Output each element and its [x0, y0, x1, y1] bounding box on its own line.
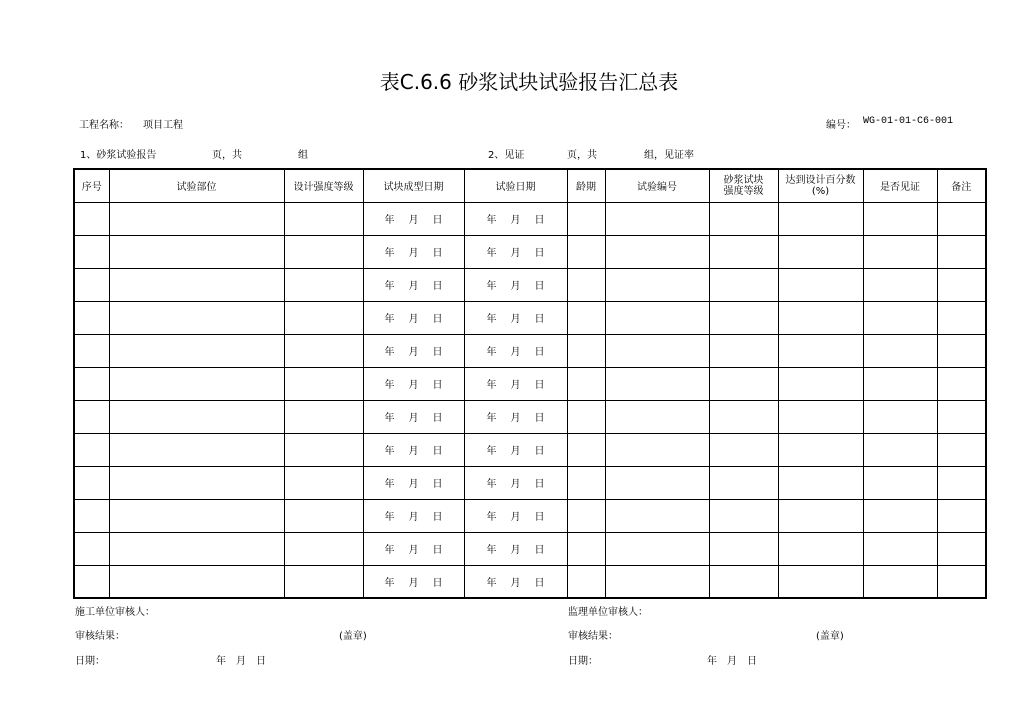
- date-placeholder: [465, 442, 567, 457]
- date-day: 日: [432, 248, 443, 259]
- date-year: 年: [486, 413, 497, 424]
- cell-test-number[interactable]: [605, 532, 709, 565]
- col-design-grade: 设计强度等级: [284, 169, 363, 202]
- col-design-percent: [778, 169, 863, 202]
- date-day: 日: [534, 215, 545, 226]
- date-month: 月: [408, 380, 419, 391]
- date-day: 日: [534, 577, 545, 589]
- cell-test-number[interactable]: [605, 433, 709, 466]
- cell-test-date[interactable]: [464, 367, 567, 400]
- date-day: 日: [432, 380, 443, 391]
- cell-age[interactable]: [567, 268, 605, 301]
- cell-test-part[interactable]: [109, 268, 284, 301]
- table-row: [74, 499, 986, 532]
- cell-test-number[interactable]: [605, 268, 709, 301]
- date-month: 月: [510, 413, 521, 424]
- date-placeholder: [465, 574, 567, 589]
- date-placeholder: [364, 541, 464, 556]
- date-day: 日: [534, 281, 545, 292]
- cell-witnessed[interactable]: [863, 334, 937, 367]
- cell-mortar-grade[interactable]: [709, 367, 778, 400]
- date-month: 月: [510, 380, 521, 391]
- cell-seq[interactable]: [74, 268, 109, 301]
- date-year: 年: [486, 479, 497, 490]
- date-placeholder: [364, 211, 464, 226]
- date-placeholder: [465, 376, 567, 391]
- date-month: 月: [408, 577, 419, 589]
- cell-mortar-grade[interactable]: [709, 565, 778, 598]
- cell-test-number[interactable]: [605, 466, 709, 499]
- cell-witnessed[interactable]: [863, 268, 937, 301]
- cell-mortar-grade[interactable]: [709, 466, 778, 499]
- cell-seq[interactable]: [74, 532, 109, 565]
- groups-label: 组: [298, 150, 308, 161]
- cell-age[interactable]: [567, 235, 605, 268]
- cell-witnessed[interactable]: [863, 202, 937, 235]
- cell-mortar-grade[interactable]: [709, 433, 778, 466]
- cell-mortar-grade[interactable]: [709, 268, 778, 301]
- col-design-percent-line2: (%): [811, 185, 830, 197]
- cell-design-grade[interactable]: [284, 400, 363, 433]
- date-month: 月: [408, 248, 419, 259]
- cell-mortar-grade[interactable]: [709, 235, 778, 268]
- cell-remark[interactable]: [937, 235, 986, 268]
- date-day: 日: [534, 347, 545, 358]
- date-month: 月: [510, 215, 521, 226]
- table-row: [74, 367, 986, 400]
- cell-mortar-grade[interactable]: [709, 202, 778, 235]
- cell-cast-date[interactable]: [363, 235, 464, 268]
- cell-cast-date[interactable]: [363, 268, 464, 301]
- cell-test-number[interactable]: [605, 400, 709, 433]
- date-month: 月: [510, 281, 521, 292]
- date-placeholder: [364, 277, 464, 292]
- cell-seq[interactable]: [74, 499, 109, 532]
- cell-age[interactable]: [567, 565, 605, 598]
- cell-test-number[interactable]: [605, 202, 709, 235]
- date-year: 年: [486, 314, 497, 325]
- date-year: 年: [486, 281, 497, 292]
- cell-mortar-grade[interactable]: [709, 532, 778, 565]
- cell-design-grade[interactable]: [284, 202, 363, 235]
- cell-design-grade[interactable]: [284, 565, 363, 598]
- table-row: [74, 400, 986, 433]
- cell-seq[interactable]: [74, 433, 109, 466]
- table-row: [74, 202, 986, 235]
- col-mortar-grade: [709, 169, 778, 202]
- cell-remark[interactable]: [937, 532, 986, 565]
- date-day: 日: [432, 314, 443, 325]
- cell-seq[interactable]: [74, 334, 109, 367]
- cell-design-percent[interactable]: [778, 367, 863, 400]
- table-row: [74, 334, 986, 367]
- pages-label: 页，共: [212, 150, 242, 161]
- cell-mortar-grade[interactable]: [709, 301, 778, 334]
- cell-test-part[interactable]: [109, 532, 284, 565]
- form-code-value: WG-01-01-C6-001: [863, 116, 954, 127]
- contractor-date-label: 日期：: [75, 656, 105, 667]
- date-placeholder: [465, 475, 567, 490]
- date-day: 日: [534, 545, 545, 556]
- date-day: 日: [534, 479, 545, 490]
- date-month: 月: [510, 512, 521, 523]
- col-seq: 序号: [74, 169, 109, 202]
- cell-age[interactable]: [567, 400, 605, 433]
- date-year: 年: [384, 479, 395, 490]
- col-remark: 备注: [937, 169, 986, 202]
- date-placeholder: [364, 475, 464, 490]
- cell-cast-date[interactable]: [363, 301, 464, 334]
- cell-test-number[interactable]: [605, 301, 709, 334]
- col-test-part: 试验部位: [109, 169, 284, 202]
- cell-seq[interactable]: [74, 301, 109, 334]
- date-placeholder: [364, 442, 464, 457]
- cell-cast-date[interactable]: [363, 433, 464, 466]
- cell-witnessed[interactable]: [863, 565, 937, 598]
- cell-age[interactable]: [567, 532, 605, 565]
- date-day: 日: [534, 413, 545, 424]
- cell-seq[interactable]: [74, 235, 109, 268]
- cell-witnessed[interactable]: [863, 532, 937, 565]
- cell-test-part[interactable]: [109, 301, 284, 334]
- table-row: [74, 433, 986, 466]
- date-placeholder: [465, 508, 567, 523]
- cell-design-percent[interactable]: [778, 532, 863, 565]
- date-month: 月: [510, 577, 521, 589]
- cell-design-percent[interactable]: [778, 565, 863, 598]
- date-year: 年: [486, 446, 497, 457]
- cell-design-grade[interactable]: [284, 235, 363, 268]
- contractor-seal: (盖章): [339, 631, 367, 642]
- col-test-number: 试验编号: [605, 169, 709, 202]
- date-year: 年: [486, 577, 497, 589]
- cell-remark[interactable]: [937, 334, 986, 367]
- cell-remark[interactable]: [937, 268, 986, 301]
- cell-age[interactable]: [567, 466, 605, 499]
- cell-test-date[interactable]: [464, 433, 567, 466]
- date-year: 年: [384, 446, 395, 457]
- cell-design-percent[interactable]: [778, 433, 863, 466]
- cell-age[interactable]: [567, 334, 605, 367]
- cell-test-date[interactable]: [464, 565, 567, 598]
- cell-test-part[interactable]: [109, 334, 284, 367]
- date-day: 日: [432, 215, 443, 226]
- date-month: 月: [510, 314, 521, 325]
- cell-test-date[interactable]: [464, 334, 567, 367]
- cell-test-number[interactable]: [605, 235, 709, 268]
- cell-design-percent[interactable]: [778, 268, 863, 301]
- date-year: 年: [384, 215, 395, 226]
- date-day: 日: [534, 512, 545, 523]
- col-age: 龄期: [567, 169, 605, 202]
- col-mortar-grade-line1: 砂浆试块: [723, 174, 764, 186]
- date-year: 年: [384, 347, 395, 358]
- date-day: 日: [534, 248, 545, 259]
- date-year: 年: [384, 512, 395, 523]
- cell-cast-date[interactable]: [363, 532, 464, 565]
- date-day: 日: [432, 413, 443, 424]
- cell-test-date[interactable]: [464, 499, 567, 532]
- col-cast-date: 试块成型日期: [363, 169, 464, 202]
- cell-test-date[interactable]: [464, 301, 567, 334]
- date-year: 年: [486, 380, 497, 391]
- contractor-date: 年 月 日: [216, 656, 266, 667]
- project-name-value: 项目工程: [143, 120, 183, 131]
- date-year: 年: [486, 512, 497, 523]
- date-placeholder: [465, 310, 567, 325]
- supervisor-seal: (盖章): [816, 631, 844, 642]
- table-row: [74, 301, 986, 334]
- date-month: 月: [408, 314, 419, 325]
- cell-age[interactable]: [567, 499, 605, 532]
- cell-mortar-grade[interactable]: [709, 334, 778, 367]
- cell-seq[interactable]: [74, 565, 109, 598]
- supervisor-result-label: 审核结果：: [568, 631, 618, 642]
- supervisor-date: 年 月 日: [707, 656, 757, 667]
- date-month: 月: [408, 512, 419, 523]
- date-month: 月: [408, 281, 419, 292]
- date-month: 月: [510, 545, 521, 556]
- cell-test-date[interactable]: [464, 532, 567, 565]
- cell-mortar-grade[interactable]: [709, 499, 778, 532]
- date-month: 月: [510, 347, 521, 358]
- date-placeholder: [364, 574, 464, 589]
- date-year: 年: [384, 248, 395, 259]
- cell-design-grade[interactable]: [284, 532, 363, 565]
- cell-age[interactable]: [567, 367, 605, 400]
- cell-remark[interactable]: [937, 301, 986, 334]
- date-month: 月: [408, 347, 419, 358]
- cell-seq[interactable]: [74, 367, 109, 400]
- date-month: 月: [408, 446, 419, 457]
- cell-cast-date[interactable]: [363, 400, 464, 433]
- date-day: 日: [534, 380, 545, 391]
- date-year: 年: [384, 281, 395, 292]
- cell-design-grade[interactable]: [284, 466, 363, 499]
- date-placeholder: [364, 376, 464, 391]
- table-row: [74, 466, 986, 499]
- date-month: 月: [408, 413, 419, 424]
- cell-design-percent[interactable]: [778, 334, 863, 367]
- cell-test-date[interactable]: [464, 202, 567, 235]
- cell-test-date[interactable]: [464, 466, 567, 499]
- cell-mortar-grade[interactable]: [709, 400, 778, 433]
- cell-cast-date[interactable]: [363, 202, 464, 235]
- cell-cast-date[interactable]: [363, 565, 464, 598]
- date-year: 年: [384, 314, 395, 325]
- cell-seq[interactable]: [74, 400, 109, 433]
- cell-design-percent[interactable]: [778, 202, 863, 235]
- cell-test-number[interactable]: [605, 565, 709, 598]
- date-placeholder: [465, 211, 567, 226]
- cell-remark[interactable]: [937, 433, 986, 466]
- cell-test-date[interactable]: [464, 235, 567, 268]
- date-month: 月: [510, 479, 521, 490]
- cell-cast-date[interactable]: [363, 367, 464, 400]
- contractor-result-label: 审核结果：: [75, 631, 125, 642]
- date-year: 年: [486, 545, 497, 556]
- table-row: [74, 235, 986, 268]
- date-year: 年: [384, 380, 395, 391]
- cell-remark[interactable]: [937, 466, 986, 499]
- date-day: 日: [432, 479, 443, 490]
- cell-design-percent[interactable]: [778, 499, 863, 532]
- form-code-label: 编号：: [826, 120, 856, 131]
- cell-test-part[interactable]: [109, 433, 284, 466]
- project-name-label: 工程名称：: [79, 120, 129, 131]
- date-month: 月: [408, 479, 419, 490]
- date-placeholder: [465, 409, 567, 424]
- date-year: 年: [384, 413, 395, 424]
- cell-design-percent[interactable]: [778, 400, 863, 433]
- date-placeholder: [364, 310, 464, 325]
- date-day: 日: [432, 512, 443, 523]
- cell-test-number[interactable]: [605, 334, 709, 367]
- page-title: 表C.6.6 砂浆试块试验报告汇总表: [379, 70, 679, 94]
- date-placeholder: [465, 244, 567, 259]
- date-year: 年: [384, 577, 395, 589]
- col-test-date: 试验日期: [464, 169, 567, 202]
- date-day: 日: [432, 446, 443, 457]
- cell-design-grade[interactable]: [284, 334, 363, 367]
- date-placeholder: [465, 277, 567, 292]
- date-day: 日: [432, 545, 443, 556]
- col-witnessed: 是否见证: [863, 169, 937, 202]
- date-day: 日: [432, 577, 443, 589]
- cell-cast-date[interactable]: [363, 466, 464, 499]
- cell-design-grade[interactable]: [284, 433, 363, 466]
- date-year: 年: [486, 248, 497, 259]
- contractor-reviewer-label: 施工单位审核人：: [75, 607, 155, 618]
- date-year: 年: [486, 215, 497, 226]
- cell-test-part[interactable]: [109, 565, 284, 598]
- table-row: [74, 532, 986, 565]
- col-mortar-grade-line2: 强度等级: [723, 185, 764, 197]
- table-header-row: [74, 169, 986, 202]
- cell-test-part[interactable]: [109, 235, 284, 268]
- date-day: 日: [534, 446, 545, 457]
- witness-rate-label: 组，见证率: [644, 150, 694, 161]
- cell-design-grade[interactable]: [284, 268, 363, 301]
- witness-pages-label: 页，共: [567, 150, 597, 161]
- cell-witnessed[interactable]: [863, 499, 937, 532]
- date-placeholder: [364, 409, 464, 424]
- cell-cast-date[interactable]: [363, 334, 464, 367]
- summary-table: [73, 168, 987, 599]
- cell-test-part[interactable]: [109, 202, 284, 235]
- cell-remark[interactable]: [937, 565, 986, 598]
- date-placeholder: [465, 343, 567, 358]
- date-day: 日: [432, 281, 443, 292]
- witness-count-label: 2、见证: [488, 150, 525, 161]
- cell-witnessed[interactable]: [863, 235, 937, 268]
- date-month: 月: [510, 248, 521, 259]
- date-year: 年: [486, 347, 497, 358]
- cell-seq[interactable]: [74, 466, 109, 499]
- supervisor-reviewer-label: 监理单位审核人：: [568, 607, 648, 618]
- cell-remark[interactable]: [937, 202, 986, 235]
- cell-cast-date[interactable]: [363, 499, 464, 532]
- cell-witnessed[interactable]: [863, 301, 937, 334]
- cell-remark[interactable]: [937, 400, 986, 433]
- cell-test-part[interactable]: [109, 400, 284, 433]
- cell-design-grade[interactable]: [284, 367, 363, 400]
- date-month: 月: [408, 215, 419, 226]
- cell-test-part[interactable]: [109, 499, 284, 532]
- cell-design-percent[interactable]: [778, 466, 863, 499]
- cell-test-number[interactable]: [605, 367, 709, 400]
- cell-remark[interactable]: [937, 499, 986, 532]
- cell-age[interactable]: [567, 301, 605, 334]
- date-day: 日: [432, 347, 443, 358]
- date-year: 年: [384, 545, 395, 556]
- cell-witnessed[interactable]: [863, 367, 937, 400]
- cell-remark[interactable]: [937, 367, 986, 400]
- date-month: 月: [408, 545, 419, 556]
- cell-test-date[interactable]: [464, 400, 567, 433]
- mortar-report-count-label: 1、砂浆试验报告: [80, 150, 157, 161]
- date-month: 月: [510, 446, 521, 457]
- date-placeholder: [364, 244, 464, 259]
- cell-test-number[interactable]: [605, 499, 709, 532]
- cell-age[interactable]: [567, 202, 605, 235]
- cell-witnessed[interactable]: [863, 400, 937, 433]
- date-placeholder: [465, 541, 567, 556]
- cell-test-part[interactable]: [109, 367, 284, 400]
- cell-seq[interactable]: [74, 202, 109, 235]
- col-design-percent-line1: 达到设计百分数: [785, 174, 856, 186]
- date-day: 日: [534, 314, 545, 325]
- cell-test-part[interactable]: [109, 466, 284, 499]
- cell-test-date[interactable]: [464, 268, 567, 301]
- date-placeholder: [364, 343, 464, 358]
- table-row: [74, 565, 986, 598]
- cell-witnessed[interactable]: [863, 466, 937, 499]
- cell-design-grade[interactable]: [284, 499, 363, 532]
- cell-design-percent[interactable]: [778, 235, 863, 268]
- cell-design-grade[interactable]: [284, 301, 363, 334]
- table-row: [74, 268, 986, 301]
- cell-age[interactable]: [567, 433, 605, 466]
- cell-witnessed[interactable]: [863, 433, 937, 466]
- cell-design-percent[interactable]: [778, 301, 863, 334]
- date-placeholder: [364, 508, 464, 523]
- supervisor-date-label: 日期：: [568, 656, 598, 667]
